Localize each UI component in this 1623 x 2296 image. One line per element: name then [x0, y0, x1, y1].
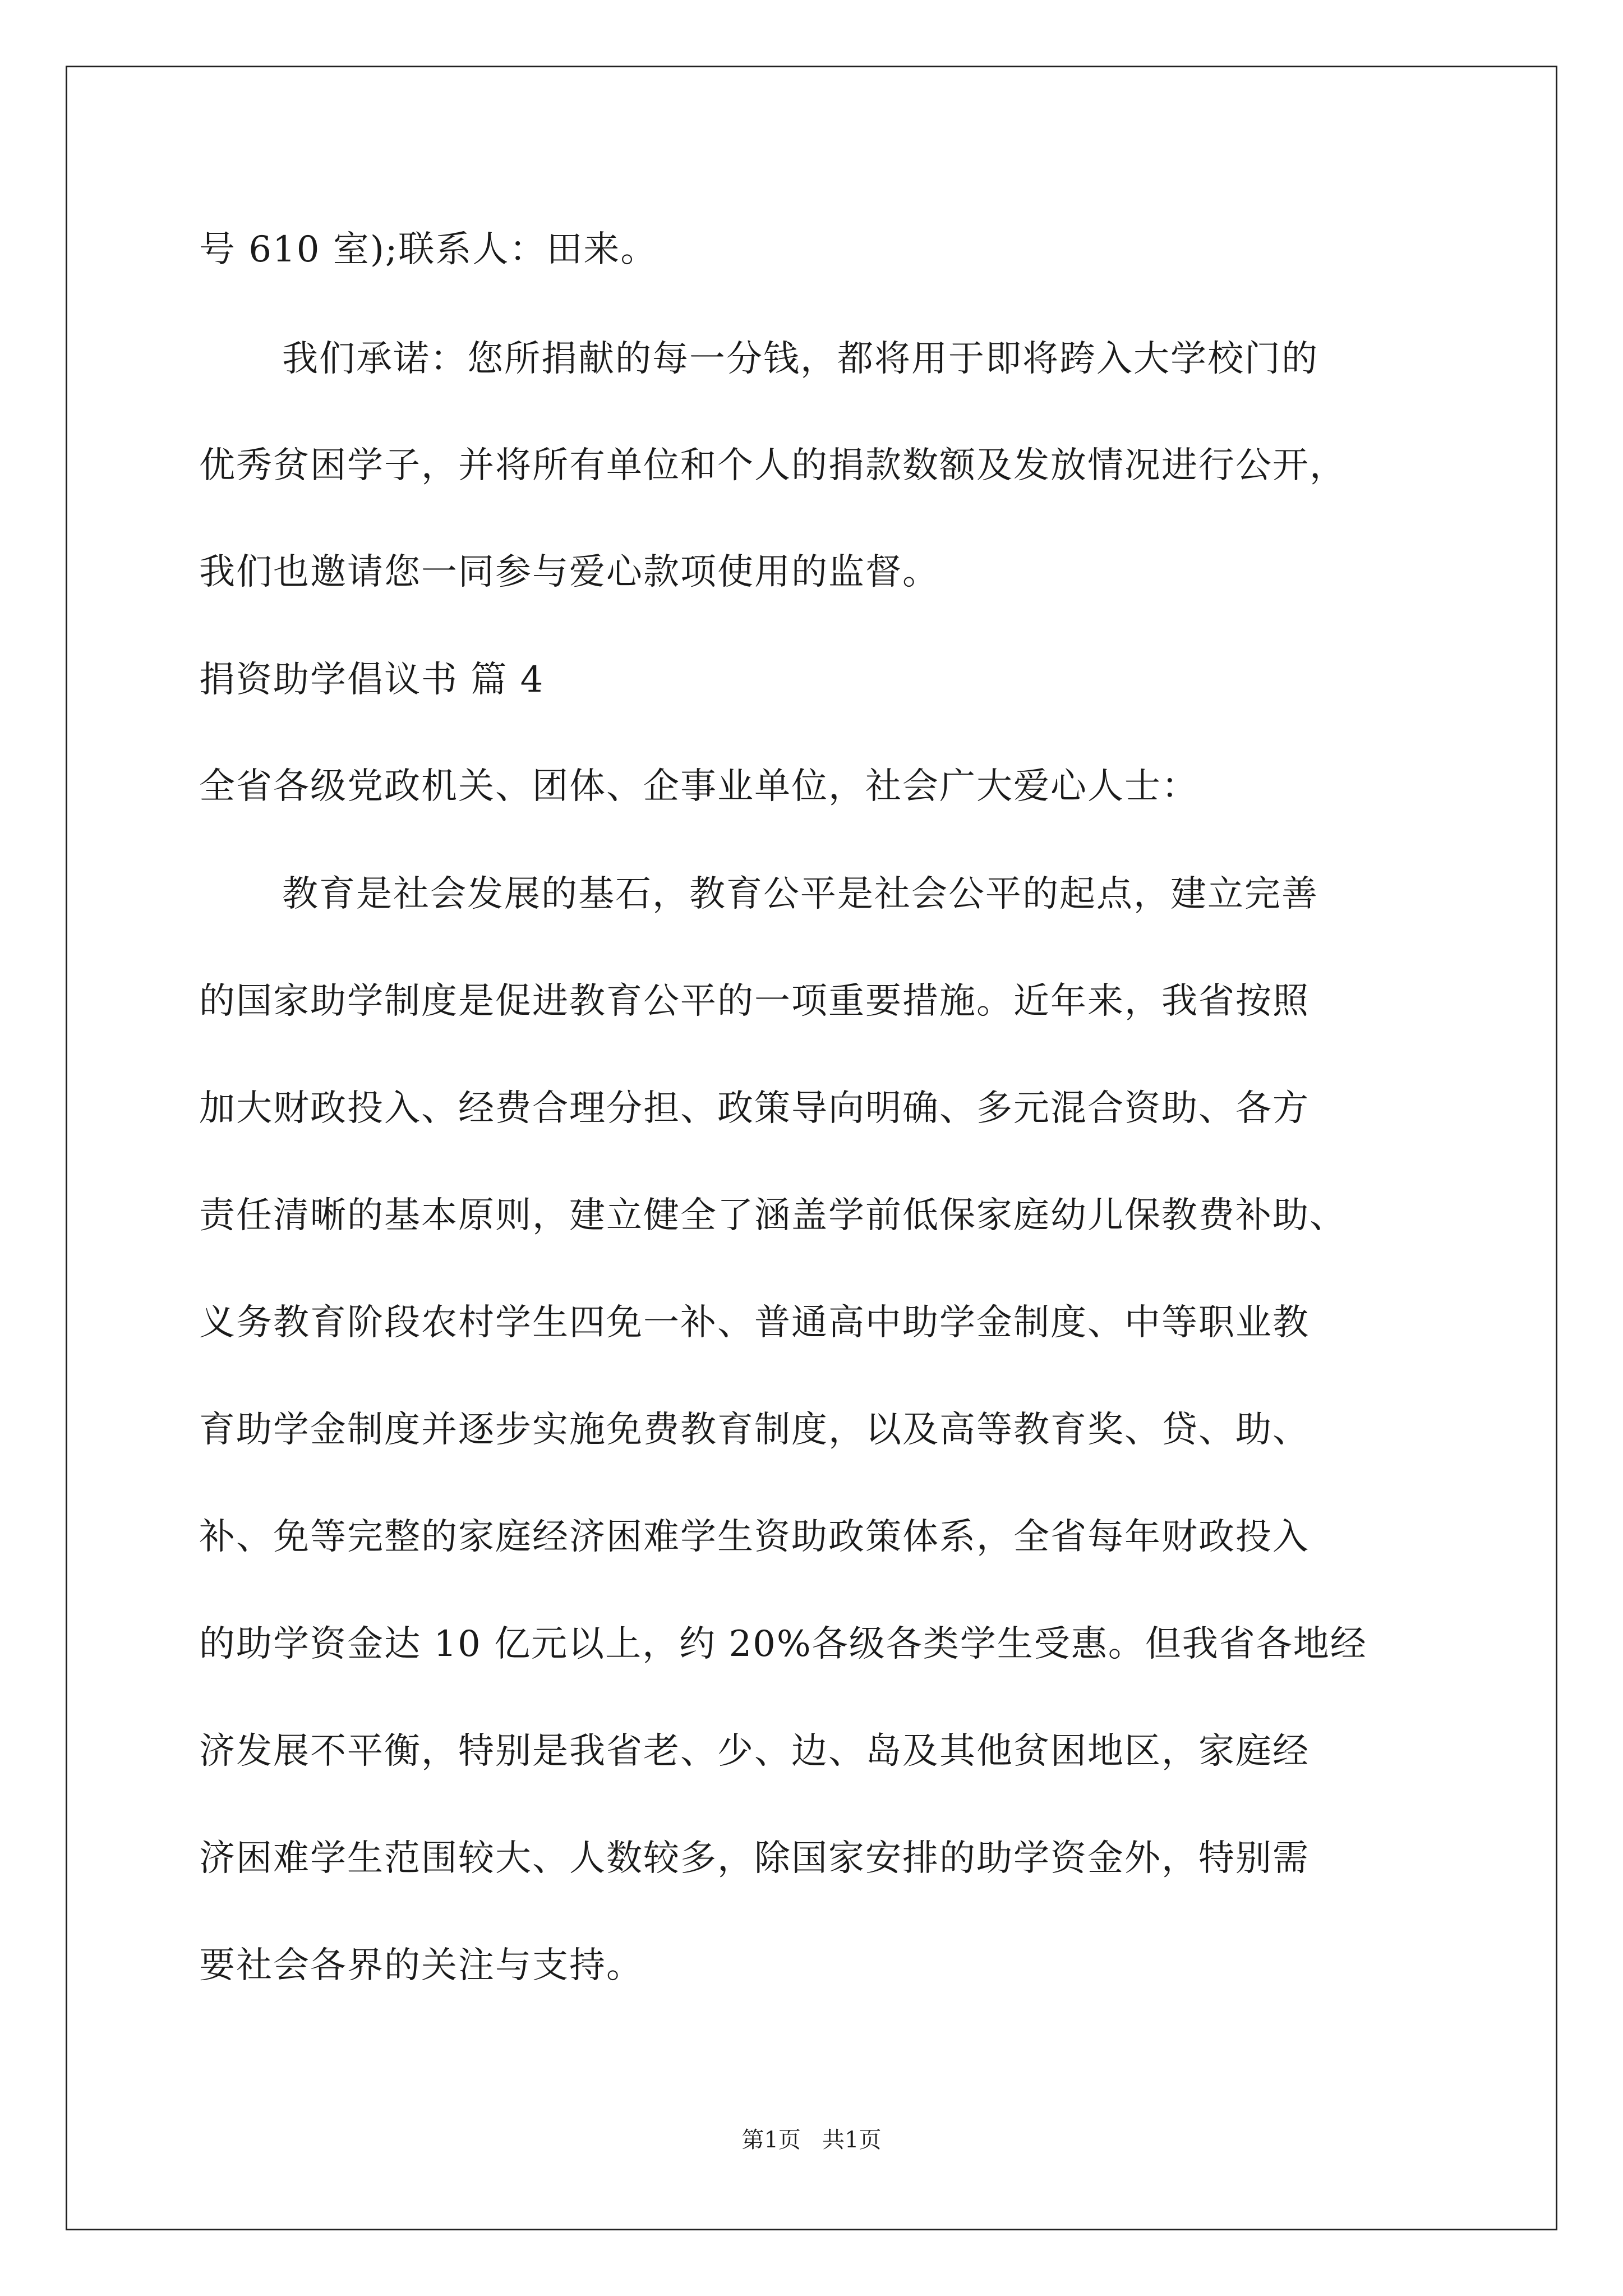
- paragraph-first-line: 我们承诺：您所捐献的每一分钱，都将用于即将跨入大学校门的: [282, 338, 1318, 380]
- salutation: 全省各级党政机关、团体、企事业单位，社会广大爱心人士：: [199, 766, 1198, 807]
- paragraph-first-line: 教育是社会发展的基石，教育公平是社会公平的起点，建立完善: [282, 873, 1318, 915]
- text-line: 我们也邀请您一同参与爱心款项使用的监督。: [199, 551, 939, 593]
- text-line: 责任清晰的基本原则，建立健全了涵盖学前低保家庭幼儿保教费补助、: [199, 1195, 1347, 1236]
- text-line: 育助学金制度并逐步实施免费教育制度，以及高等教育奖、贷、助、: [199, 1409, 1310, 1451]
- text-line: 的国家助学制度是促进教育公平的一项重要措施。近年来，我省按照: [199, 981, 1310, 1022]
- text-line: 优秀贫困学子，并将所有单位和个人的捐款数额及发放情况进行公开，: [199, 445, 1347, 486]
- text-line: 加大财政投入、经费合理分担、政策导向明确、多元混合资助、各方: [199, 1088, 1310, 1129]
- text-line: 济发展不平衡，特别是我省老、少、边、岛及其他贫困地区，家庭经: [199, 1731, 1310, 1772]
- page-footer: 第1页 共1页: [741, 2127, 882, 2153]
- page-border: [66, 66, 1557, 2230]
- text-line: 补、免等完整的家庭经济困难学生资助政策体系，全省每年财政投入: [199, 1516, 1310, 1558]
- text-line: 要社会各界的关注与支持。: [199, 1945, 643, 1986]
- text-line: 号 610 室);联系人：田来。: [199, 229, 658, 270]
- text-line: 的助学资金达 10 亿元以上，约 20%各级各类学生受惠。但我省各地经: [199, 1623, 1367, 1665]
- text-line: 义务教育阶段农村学生四免一补、普通高中助学金制度、中等职业教: [199, 1302, 1310, 1343]
- text-line: 济困难学生范围较大、人数较多，除国家安排的助学资金外，特别需: [199, 1838, 1310, 1879]
- section-heading: 捐资助学倡议书 篇 4: [199, 659, 545, 701]
